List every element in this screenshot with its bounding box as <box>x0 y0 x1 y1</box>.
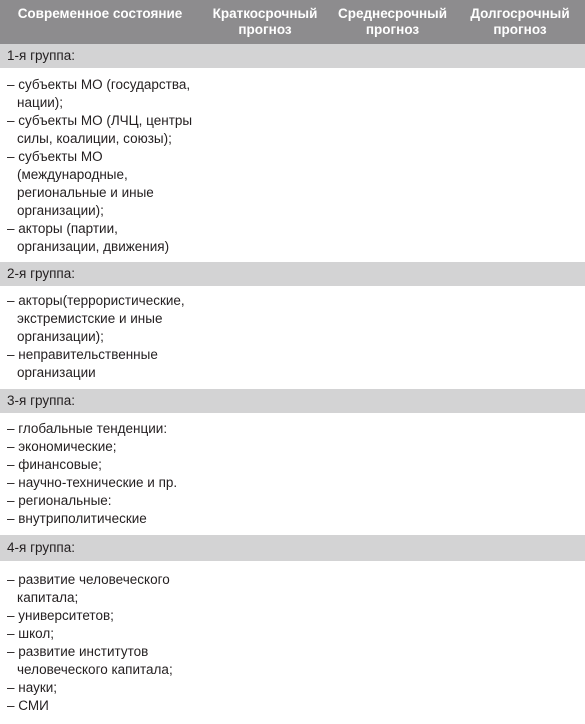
group-3-body <box>0 413 585 535</box>
group-2-header: 2-я группа: <box>0 262 585 286</box>
group-1-body <box>0 68 585 262</box>
list-item: – субъекты МО (международные, региональные и иные организации); <box>7 149 154 218</box>
list-item: – науки; <box>7 680 58 695</box>
header-long-term: Долгосрочный прогноз <box>470 6 570 37</box>
list-item: – развитие институтов человеческого капитала; <box>7 644 173 677</box>
list-item: – финансовые; <box>7 457 102 472</box>
table-header <box>0 0 585 44</box>
list-item: – СМИ <box>7 698 49 713</box>
header-short-term: Краткосрочный прогноз <box>212 6 318 37</box>
list-item: – научно-технические и пр. <box>7 475 178 490</box>
list-item: – университетов; <box>7 608 114 623</box>
list-item: – школ; <box>7 626 54 641</box>
header-medium-term: Среднесрочный прогноз <box>337 6 448 37</box>
group-4-body <box>0 561 585 724</box>
list-item: – акторы(террористические, экстремистские и иные организации); <box>7 293 185 344</box>
list-item: – развитие человеческого капитала; <box>7 572 170 605</box>
group-2-body <box>0 286 585 389</box>
group-3-header: 3-я группа: <box>0 389 585 413</box>
list-item: – глобальные тенденции: <box>7 421 168 436</box>
group-1-header: 1-я группа: <box>0 44 585 68</box>
list-item: – субъекты МО (ЛЧЦ, центры силы, коалиции, союзы); <box>7 113 193 146</box>
list-item: – экономические; <box>7 439 117 454</box>
list-item: – региональные: <box>7 493 112 508</box>
group-4-header: 4-я группа: <box>0 535 585 561</box>
list-item: – субъекты МО (государства, нации); <box>7 77 191 110</box>
list-item: – акторы (партии, организации, движения) <box>7 221 170 254</box>
list-item: – неправительственные организации <box>7 347 158 380</box>
header-current-state: Современное состояние <box>17 6 183 21</box>
list-item: – внутриполитические <box>7 511 147 526</box>
